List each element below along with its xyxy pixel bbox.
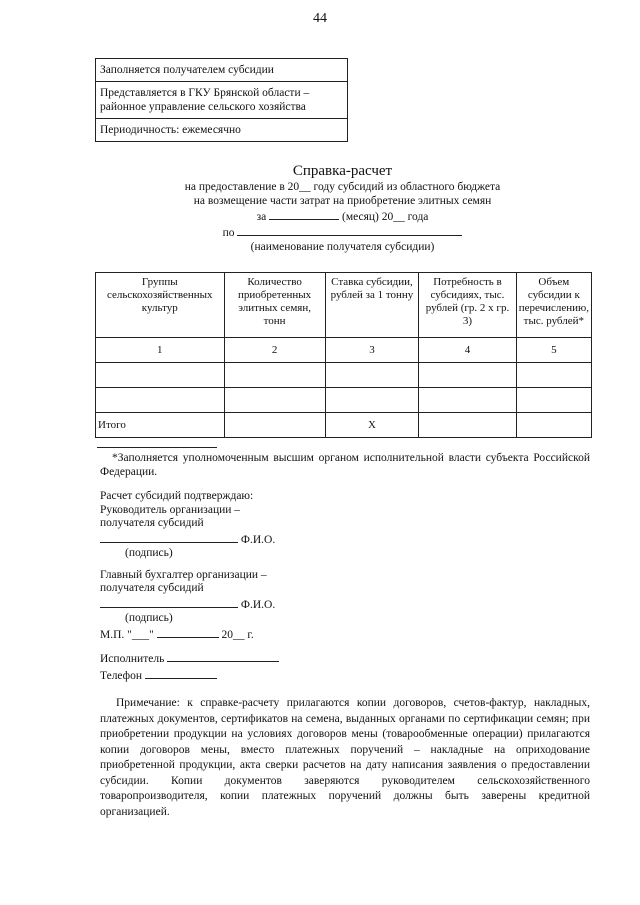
head-sign-caption: (подпись) — [125, 547, 173, 559]
column-number: 4 — [419, 338, 516, 363]
date-blank — [157, 626, 219, 638]
heading-month-year: (месяц) 20__ года — [341, 211, 429, 223]
phone-blank — [145, 667, 217, 679]
recipient-caption: (наименование получателя субсидии) — [250, 241, 435, 253]
total-cell: X — [325, 413, 419, 438]
accountant-title-2: получателя субсидий — [100, 582, 204, 594]
periodicity-text: Периодичность: ежемесячно — [100, 124, 241, 136]
header-subsidy-need: Потребность в субсидиях, тыс. рублей (гр. 2 х гр. 3) — [419, 273, 516, 338]
heading-line-1: на предоставление в 20__ году субсидий из областного бюджета — [184, 181, 501, 193]
note-paragraph: Примечание: к справке-расчету прилагаются копии договоров, счетов-фактур, накладных, платежных документов, сертификатов на семена, выданных органами по сертификации семян; при приобретении продукции на условиях договоров мены (товарообменные операции) прилагаются копии договоров мены, вместо платежных поручений – накладные на оприходование приобретенной продукции, акта сверки расчетов на дату написания заявления о предоставлении субсидии. Копии документов заверяются руководителем сельскохозяйственного товаропроизводителя, копии платежных поручений должны быть заверены кредитной организацией. — [100, 697, 590, 818]
header-subsidy-rate: Ставка субсидии, рублей за 1 тонну — [325, 273, 419, 338]
calculation-table — [95, 272, 592, 438]
heading-po: по — [222, 227, 235, 239]
column-number: 1 — [96, 338, 225, 363]
heading-line-2: на возмещение части затрат на приобретение элитных семян — [193, 195, 492, 207]
total-cell — [224, 413, 325, 438]
total-cell — [516, 413, 591, 438]
column-number: 2 — [224, 338, 325, 363]
month-blank — [269, 208, 339, 220]
document-title: Справка-расчет — [292, 163, 393, 179]
heading-za: за — [256, 211, 267, 223]
accountant-title-1: Главный бухгалтер организации – — [100, 568, 267, 581]
total-row — [96, 413, 592, 438]
accountant-fio: Ф.И.О. — [240, 598, 276, 611]
head-title-1: Руководитель организации – — [100, 503, 241, 516]
confirm-text: Расчет субсидий подтверждаю: — [100, 490, 254, 502]
head-fio: Ф.И.О. — [240, 533, 276, 546]
accountant-signature-blank — [100, 596, 238, 608]
total-cell — [419, 413, 516, 438]
page-number: 44 — [313, 11, 327, 26]
total-label: Итого — [96, 413, 225, 438]
submitted-to-text: Представляется в ГКУ Брянской области – районное управление сельского хозяйства — [96, 82, 347, 119]
recipient-blank — [237, 224, 462, 236]
accountant-sign-caption: (подпись) — [125, 612, 173, 624]
head-signature-blank — [100, 531, 238, 543]
column-number: 5 — [516, 338, 591, 363]
phone-label: Телефон — [100, 669, 143, 682]
document-heading — [95, 162, 590, 254]
stamp-date-label: М.П. "___" — [100, 628, 154, 641]
header-subsidy-amount: Объем субсидии к перечислению, тыс. рублей* — [516, 273, 591, 338]
date-year: 20__ г. — [221, 628, 254, 641]
filled-by-text: Заполняется получателем субсидии — [96, 59, 347, 82]
table-row — [96, 363, 592, 388]
submission-info-box — [95, 58, 348, 142]
executor-label: Исполнитель — [100, 653, 165, 665]
header-seed-quantity: Количество приобретенных элитных семян, тонн — [224, 273, 325, 338]
signature-block — [100, 490, 400, 683]
executor-blank — [167, 650, 279, 662]
column-number: 3 — [325, 338, 419, 363]
header-crop-groups: Группы сельскохозяйственных культур — [96, 273, 225, 338]
head-title-2: получателя субсидий — [100, 517, 204, 529]
footnote-divider — [97, 447, 217, 448]
table-row — [96, 388, 592, 413]
footnote: *Заполняется уполномоченным высшим органом исполнительной власти субъекта Российской Федерации. — [100, 452, 590, 478]
